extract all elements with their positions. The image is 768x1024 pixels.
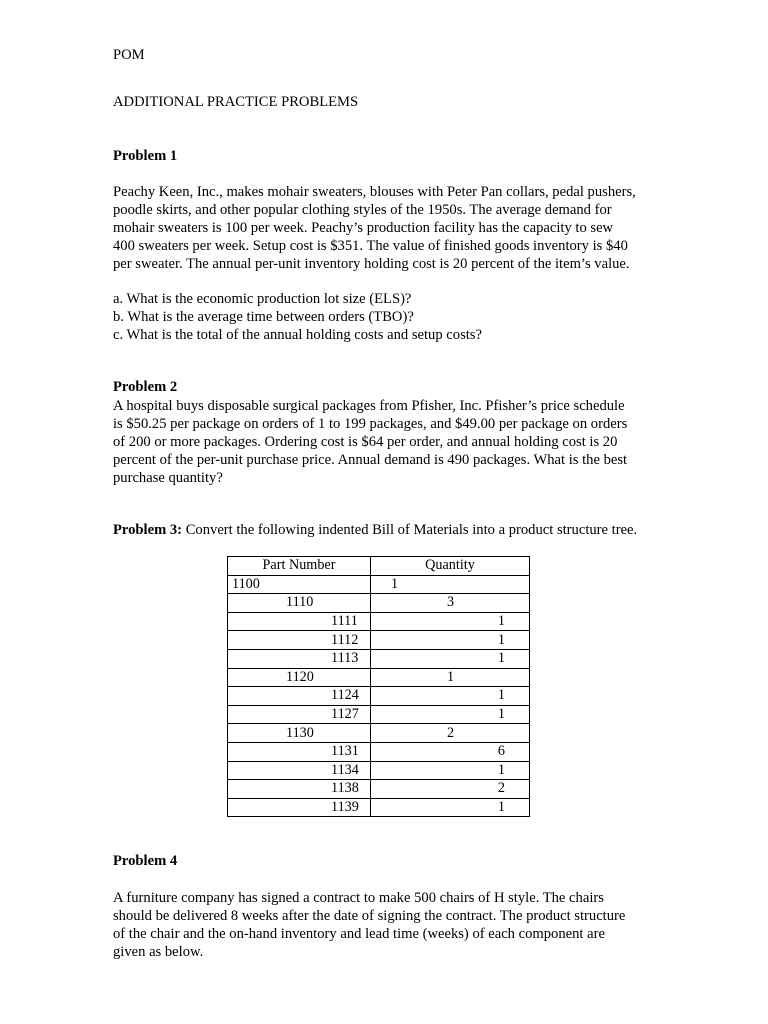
bom-quantity: 1 <box>371 687 530 706</box>
bom-quantity: 1 <box>371 612 530 631</box>
problem-3-statement <box>113 521 673 539</box>
bom-part-number: 1111 <box>228 612 371 631</box>
problem-1-line: Peachy Keen, Inc., makes mohair sweaters, blouses with Peter Pan collars, pedal pushers, <box>113 184 636 200</box>
document-title: ADDITIONAL PRACTICE PROBLEMS <box>113 94 359 110</box>
bom-row <box>228 705 530 724</box>
bom-row <box>228 780 530 799</box>
problem-1-questions <box>113 290 673 344</box>
bom-quantity: 1 <box>371 705 530 724</box>
problem-2-line: of 200 or more packages. Ordering cost is $64 per order, and annual holding cost is 20 <box>113 434 618 450</box>
problem-2-paragraph <box>113 397 673 487</box>
problem-3-prompt: Convert the following indented Bill of Materials into a product structure tree. <box>182 522 638 538</box>
problem-1-line: per sweater. The annual per-unit inventory holding cost is 20 percent of the item’s value. <box>113 256 630 272</box>
problem-1-question-a: a. What is the economic production lot size (ELS)? <box>113 291 412 307</box>
bom-quantity: 1 <box>371 575 530 594</box>
problem-1-heading: Problem 1 <box>113 148 178 164</box>
bom-row <box>228 724 530 743</box>
problem-3-heading: Problem 3: <box>113 522 183 538</box>
bom-body <box>228 575 530 817</box>
bom-quantity: 2 <box>371 780 530 799</box>
course-label: POM <box>113 47 145 63</box>
problem-2-heading: Problem 2 <box>113 379 178 395</box>
problem-4-line: given as below. <box>113 944 204 960</box>
bom-quantity: 1 <box>371 761 530 780</box>
bom-quantity: 1 <box>371 649 530 668</box>
bom-part-number: 1110 <box>228 594 371 613</box>
problem-1-paragraph <box>113 183 673 273</box>
bom-row <box>228 798 530 817</box>
bom-part-number: 1124 <box>228 687 371 706</box>
bom-row <box>228 742 530 761</box>
problem-4-line: should be delivered 8 weeks after the date of signing the contract. The product structure <box>113 908 626 924</box>
bom-table <box>227 556 530 817</box>
bom-quantity: 6 <box>371 742 530 761</box>
bom-part-number: 1127 <box>228 705 371 724</box>
bom-row <box>228 649 530 668</box>
bom-quantity: 1 <box>371 668 530 687</box>
bom-row <box>228 594 530 613</box>
bom-part-number: 1139 <box>228 798 371 817</box>
bom-header-row <box>228 557 530 576</box>
problem-1-question-b: b. What is the average time between orders (TBO)? <box>113 309 414 325</box>
bom-row <box>228 761 530 780</box>
problem-2-line: purchase quantity? <box>113 470 223 486</box>
bom-row <box>228 631 530 650</box>
bom-part-number: 1138 <box>228 780 371 799</box>
part-number-header: Part Number <box>228 557 371 576</box>
problem-4-line: A furniture company has signed a contract to make 500 chairs of H style. The chairs <box>113 890 604 906</box>
bom-part-number: 1130 <box>228 724 371 743</box>
bom-part-number: 1131 <box>228 742 371 761</box>
problem-2-line: percent of the per-unit purchase price. Annual demand is 490 packages. What is the best <box>113 452 628 468</box>
bom-row <box>228 575 530 594</box>
bom-row <box>228 612 530 631</box>
bom-quantity: 3 <box>371 594 530 613</box>
bom-part-number: 1100 <box>228 575 371 594</box>
bom-row <box>228 668 530 687</box>
bom-quantity: 2 <box>371 724 530 743</box>
bom-part-number: 1113 <box>228 649 371 668</box>
bom-part-number: 1112 <box>228 631 371 650</box>
problem-1-line: poodle skirts, and other popular clothing styles of the 1950s. The average demand for <box>113 202 612 218</box>
problem-4-line: of the chair and the on-hand inventory and lead time (weeks) of each component are <box>113 926 605 942</box>
quantity-header: Quantity <box>371 557 530 576</box>
bom-row <box>228 687 530 706</box>
problem-1-line: mohair sweaters is 100 per week. Peachy’s production facility has the capacity to sew <box>113 220 614 236</box>
problem-1-question-c: c. What is the total of the annual holding costs and setup costs? <box>113 327 482 343</box>
bom-part-number: 1120 <box>228 668 371 687</box>
problem-1-line: 400 sweaters per week. Setup cost is $351. The value of finished goods inventory is $40 <box>113 238 628 254</box>
problem-2-line: is $50.25 per package on orders of 1 to 199 packages, and $49.00 per package on orders <box>113 416 628 432</box>
problem-4-heading: Problem 4 <box>113 853 178 869</box>
bom-quantity: 1 <box>371 798 530 817</box>
problem-2-line: A hospital buys disposable surgical packages from Pfisher, Inc. Pfisher’s price schedule <box>113 398 625 414</box>
problem-4-paragraph <box>113 889 673 961</box>
bom-quantity: 1 <box>371 631 530 650</box>
bom-part-number: 1134 <box>228 761 371 780</box>
